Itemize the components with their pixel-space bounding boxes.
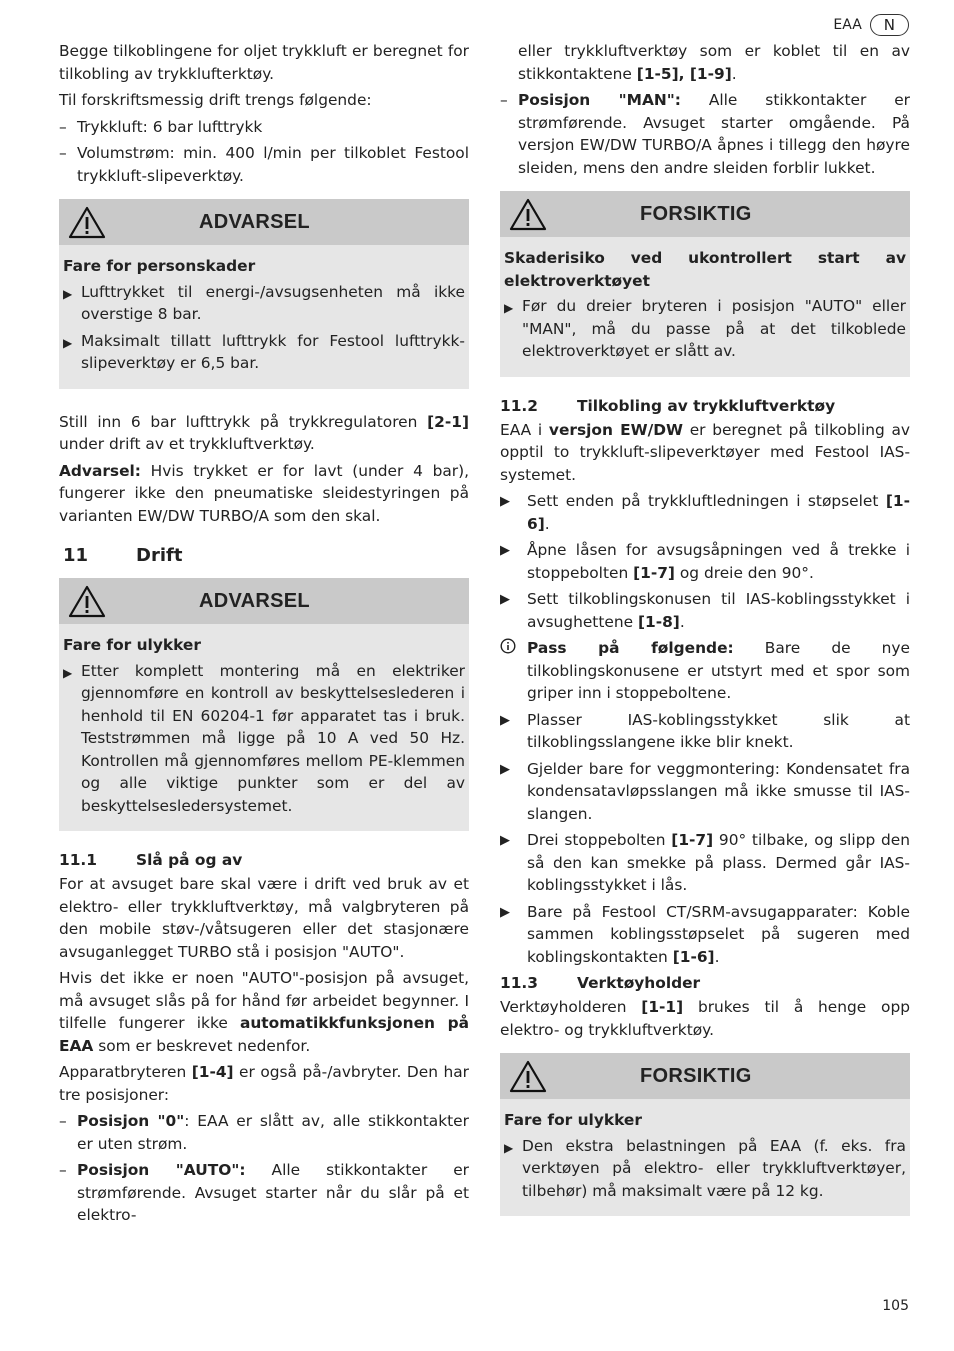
paragraph: EAA i versjon EW/DW er beregnet på tilkobling av opptil to trykkluft-slipeverktøyer med Festool IAS-systemet.: [500, 420, 910, 484]
page-header: [833, 14, 909, 36]
list-item: – Posisjon "MAN": Alle stikkontakter er strømførende. Avsuget starter omgående. På versjon EW/DW TURBO/A åpnes i tillegg den høyre sleiden, mens den andre sleiden forblir lukket.: [500, 91, 910, 177]
list-item: – Volumstrøm: min. 400 l/min per tilkoblet Festool trykkluft-slipeverktøy.: [59, 144, 469, 185]
caution-box: [500, 1053, 910, 1216]
warning-item: ▶ Etter komplett montering må en elektriker gjennomføre en kontroll av beskyttelseslederen i henhold til EN 60204-1 før apparatet tas i bruk. Teststrømmen må ligge på 10 A ved 50 Hz. Kontrollen må gjennomføres mellom PE-klemmen og alle viktige punkter som er del av beskyttelsesledersystemet.: [63, 660, 465, 818]
warning-item: ▶ Maksimalt tillatt lufttrykk for Festool lufttrykk-slipeverktøy er 6,5 bar.: [63, 330, 465, 375]
warning-box: [59, 199, 469, 389]
subsection-heading: 11.2 Tilkobling av trykkluftverktøy: [500, 396, 836, 415]
arrow-step-icon: ▶: [500, 904, 510, 920]
step-item: ▶ Sett enden på trykkluftledningen i støpselet [1-6].: [500, 490, 910, 535]
warning-triangle-icon: [59, 585, 115, 618]
warning-subtitle: Fare for ulykker: [63, 636, 201, 654]
page-number: 105: [882, 1298, 909, 1314]
list-item: – Trykkluft: 6 bar lufttrykk: [59, 117, 263, 136]
section-heading: 11 Drift: [63, 545, 183, 566]
warning-triangle-icon: [500, 1060, 556, 1093]
arrow-step-icon: ▶: [500, 592, 510, 607]
warning-box: [59, 578, 469, 831]
paragraph: Still inn 6 bar lufttrykk på trykkregulatoren [2-1] under drift av et trykkluftverktøy.: [59, 412, 469, 453]
warning-title: ADVARSEL: [199, 589, 310, 612]
paragraph: Hvis det ikke er noen "AUTO"-posisjon på avsuget, må avsuget slås på for hånd før arbeidet begynner. I tilfelle fungerer ikke automatikkfunksjonen på EAA som er beskrevet nedenfor.: [59, 969, 469, 1055]
caution-subtitle: Skaderisiko ved ukontrollert start av elektroverktøyet: [504, 249, 906, 290]
paragraph: Til forskriftsmessig drift trengs følgende:: [59, 91, 372, 109]
arrow-step-icon: ▶: [500, 712, 510, 728]
step-item: ▶ Drei stoppebolten [1-7] 90° tilbake, og slipp den så den kan smekke på plass. Dermed går IAS-koblingsstykket i lås.: [500, 829, 910, 897]
header-model: EAA: [833, 17, 862, 33]
caution-box: [500, 191, 910, 377]
triangle-bullet-icon: ▶: [504, 1140, 514, 1155]
step-item: ▶ Sett tilkoblingskonusen til IAS-koblingsstykket i avsughettene [1-8].: [500, 588, 910, 633]
paragraph: Apparatbryteren [1-4] er også på-/avbryter. Den har tre posisjoner:: [59, 1063, 469, 1104]
paragraph: For at avsuget bare skal være i drift ved bruk av et elektro- eller trykkluftverktøy, må valgbryteren på den mobile støv-/våtsugeren eller det stasjonære avsuganlegget TURBO stå i posisjon "AUTO".: [59, 875, 469, 961]
triangle-bullet-icon: ▶: [63, 665, 73, 680]
caution-item: ▶ Før du dreier bryteren i posisjon "AUTO" eller "MAN", må du passe på at det tilkoblede elektroverktøyet er slått av.: [504, 295, 906, 363]
list-item: – Posisjon "AUTO": Alle stikkontakter er strømførende. Avsuget starter når du slår på et elektro-: [59, 1161, 470, 1224]
warning-item: ▶ Lufttrykket til energi-/avsugsenheten må ikke overstige 8 bar.: [63, 281, 465, 326]
left-column: [59, 40, 469, 1231]
paragraph: Advarsel: Hvis trykket er for lavt (under 4 bar), fungerer ikke den pneumatiske sleidestyringen på varianten EW/DW TURBO/A som den skal.: [59, 461, 469, 525]
list-item-continuation: eller trykkluftverktøy som er koblet til en av stikkontaktene [1-5], [1-9].: [518, 42, 910, 83]
language-badge: N: [870, 14, 909, 36]
list-item: – Posisjon "0": EAA er slått av, alle stikkontakter er uten strøm.: [59, 1112, 469, 1153]
right-column: [500, 40, 910, 1232]
step-item: ▶ Gjelder bare for veggmontering: Kondensatet fra kondensatavløpsslangen må ikke smusse til IAS-slangen.: [500, 758, 910, 826]
paragraph: Begge tilkoblingene for oljet trykkluft er beregnet for tilkobling av trykklufterktøy.: [59, 42, 469, 83]
arrow-step-icon: ▶: [500, 761, 510, 777]
arrow-step-icon: ▶: [500, 543, 510, 558]
subsection-heading: 11.3 Verktøyholder: [500, 974, 701, 992]
note-item: Pass på følgende: Bare de nye tilkoblingskonusene er utstyrt med et spor som griper inn i stoppeboltene.: [500, 637, 910, 705]
paragraph: Verktøyholderen [1-1] brukes til å henge opp elektro- og trykkluftverktøy.: [500, 998, 911, 1039]
caution-title: FORSIKTIG: [640, 1064, 752, 1087]
step-item: ▶ Bare på Festool CT/SRM-avsugapparater: Koble sammen koblingsstøpselet på sugeren med koblingskontakten [1-6].: [500, 901, 910, 969]
triangle-bullet-icon: ▶: [504, 301, 514, 315]
warning-title: ADVARSEL: [199, 210, 310, 233]
subsection-heading: 11.1 Slå på og av: [59, 851, 243, 869]
step-item: ▶ Plasser IAS-koblingsstykket slik at tilkoblingsslangene ikke blir knekt.: [500, 709, 910, 754]
caution-item: ▶ Den ekstra belastningen på EAA (f. eks. fra verktøyen på elektro- eller trykkluftverktøyer, tilbehør) må maksimalt være på 12 kg.: [504, 1135, 906, 1203]
triangle-bullet-icon: ▶: [63, 286, 73, 301]
caution-subtitle: Fare for ulykker: [504, 1111, 642, 1129]
info-circle-icon: [500, 637, 527, 705]
triangle-bullet-icon: ▶: [63, 335, 73, 350]
warning-triangle-icon: [59, 206, 115, 239]
step-item: ▶ Åpne låsen for avsugsåpningen ved å trekke i stoppebolten [1-7] og dreie den 90°.: [500, 539, 910, 584]
caution-title: FORSIKTIG: [640, 202, 752, 225]
warning-subtitle: Fare for personskader: [63, 257, 256, 275]
arrow-step-icon: ▶: [500, 494, 510, 509]
warning-triangle-icon: [500, 198, 556, 231]
arrow-step-icon: ▶: [500, 833, 510, 848]
